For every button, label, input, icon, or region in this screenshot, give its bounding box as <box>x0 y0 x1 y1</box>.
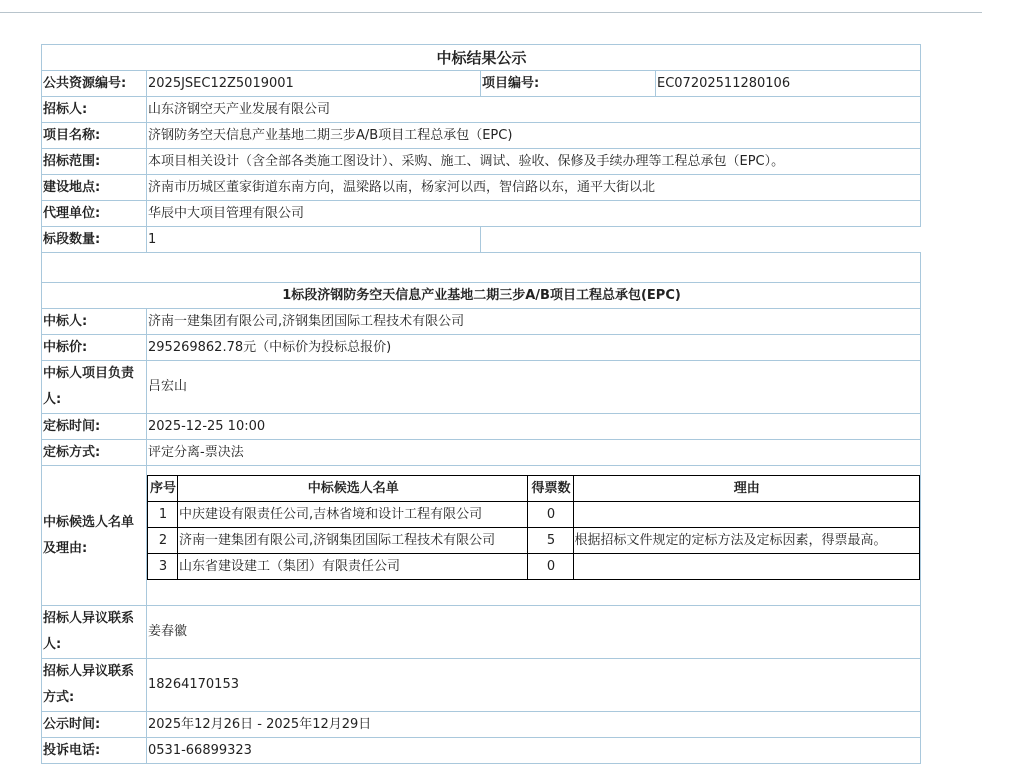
publicity-time-label: 公示时间: <box>42 712 147 738</box>
notice-title: 中标结果公示 <box>42 45 921 71</box>
objection-phone-label: 招标人异议联系方式: <box>42 659 147 712</box>
section-title: 1标段济钢防务空天信息产业基地二期三步A/B项目工程总承包(EPC) <box>42 283 921 309</box>
complaint-phone-value: 0531-66899323 <box>147 738 921 764</box>
candidate-votes: 5 <box>528 528 573 554</box>
candidate-no: 1 <box>148 502 178 528</box>
price-label: 中标价: <box>42 335 147 361</box>
candidate-reason <box>573 502 919 528</box>
col-votes-header: 得票数 <box>528 476 573 502</box>
decide-method-value: 评定分离-票决法 <box>147 440 921 466</box>
tenderer-label: 招标人: <box>42 97 147 123</box>
complaint-phone-label: 投诉电话: <box>42 738 147 764</box>
top-divider <box>0 12 982 13</box>
objection-contact-label: 招标人异议联系人: <box>42 606 147 659</box>
candidate-name: 山东省建设建工（集团）有限责任公司 <box>178 554 528 580</box>
winner-value: 济南一建集团有限公司,济钢集团国际工程技术有限公司 <box>147 309 921 335</box>
winner-label: 中标人: <box>42 309 147 335</box>
publicity-time-value: 2025年12月26日 - 2025年12月29日 <box>147 712 921 738</box>
spacer-row <box>42 253 921 283</box>
price-value: 295269862.78元（中标价为投标总报价) <box>147 335 921 361</box>
scope-label: 招标范围: <box>42 149 147 175</box>
candidates-header-row <box>148 476 920 502</box>
project-name-label: 项目名称: <box>42 123 147 149</box>
manager-label: 中标人项目负责人: <box>42 361 147 414</box>
candidate-votes: 0 <box>528 502 573 528</box>
sections-value: 1 <box>147 227 481 253</box>
project-name-value: 济钢防务空天信息产业基地二期三步A/B项目工程总承包（EPC) <box>147 123 921 149</box>
manager-value: 吕宏山 <box>147 361 921 414</box>
notice-frame <box>41 44 920 764</box>
sections-empty <box>481 227 921 253</box>
col-reason-header: 理由 <box>573 476 919 502</box>
table-row <box>148 502 920 528</box>
candidate-name: 济南一建集团有限公司,济钢集团国际工程技术有限公司 <box>178 528 528 554</box>
resource-no-label: 公共资源编号: <box>42 71 147 97</box>
project-no-value: EC07202511280106 <box>656 71 921 97</box>
scope-value: 本项目相关设计（含全部各类施工图设计）、采购、施工、调试、验收、保修及手续办理等工程总承包（EPC）。 <box>147 149 921 175</box>
location-value: 济南市历城区董家街道东南方向，温梁路以南，杨家河以西，智信路以东，通平大街以北 <box>147 175 921 201</box>
candidate-votes: 0 <box>528 554 573 580</box>
col-name-header: 中标候选人名单 <box>178 476 528 502</box>
tenderer-value: 山东济钢空天产业发展有限公司 <box>147 97 921 123</box>
table-row <box>148 528 920 554</box>
table-row <box>148 554 920 580</box>
candidate-no: 3 <box>148 554 178 580</box>
objection-contact-value: 姜春徽 <box>147 606 921 659</box>
col-no-header: 序号 <box>148 476 178 502</box>
resource-no-value: 2025JSEC12Z5019001 <box>147 71 481 97</box>
candidate-reason <box>573 554 919 580</box>
candidates-label: 中标候选人名单及理由: <box>42 466 147 606</box>
decide-time-value: 2025-12-25 10:00 <box>147 414 921 440</box>
agency-value: 华辰中大项目管理有限公司 <box>147 201 921 227</box>
sections-label: 标段数量: <box>42 227 147 253</box>
objection-phone-value: 18264170153 <box>147 659 921 712</box>
notice-table <box>41 44 921 764</box>
project-no-label: 项目编号: <box>481 71 656 97</box>
candidate-name: 中庆建设有限责任公司,吉林省境和设计工程有限公司 <box>178 502 528 528</box>
candidate-no: 2 <box>148 528 178 554</box>
candidate-reason: 根据招标文件规定的定标方法及定标因素，得票最高。 <box>573 528 919 554</box>
location-label: 建设地点: <box>42 175 147 201</box>
decide-time-label: 定标时间: <box>42 414 147 440</box>
candidates-cell <box>147 466 921 606</box>
decide-method-label: 定标方式: <box>42 440 147 466</box>
agency-label: 代理单位: <box>42 201 147 227</box>
candidates-table <box>147 475 920 580</box>
candidates-wrap <box>147 475 920 605</box>
